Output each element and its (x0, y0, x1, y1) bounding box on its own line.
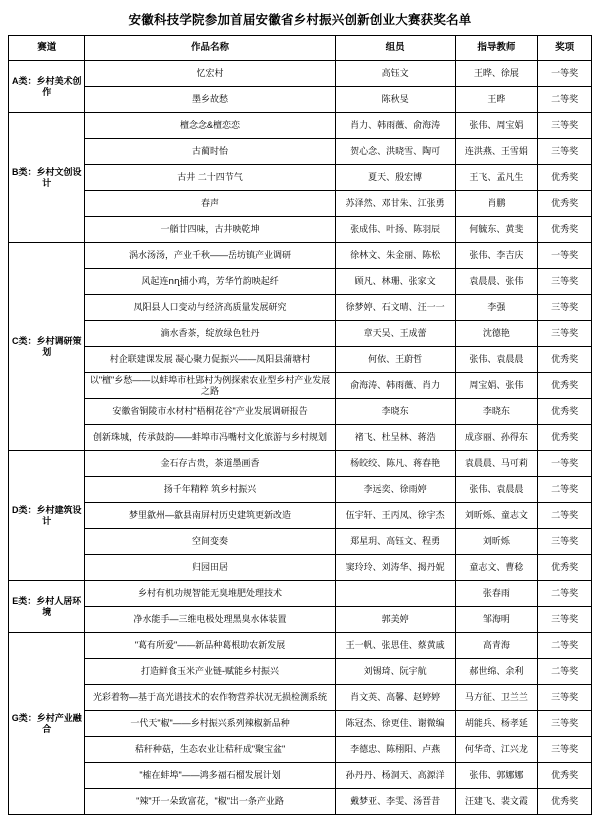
advisor-cell: 沈德艳 (455, 321, 538, 347)
page-title: 安徽科技学院参加首届安徽省乡村振兴创新创业大赛获奖名单 (128, 13, 472, 27)
column-header-work: 作品名称 (85, 36, 335, 61)
advisor-cell: 张伟、周宝娟 (455, 113, 538, 139)
team-members-cell: 贺心念、洪晓雪、陶可 (335, 139, 455, 165)
work-name-cell: "辣"开一朵致富花，"椒"出一条产业路 (85, 789, 335, 815)
team-members-cell: 伍宇轩、王丙凤、徐宇杰 (335, 503, 455, 529)
team-members-cell: 高钰文 (335, 61, 455, 87)
team-members-cell: 章天吴、王成蕾 (335, 321, 455, 347)
advisor-cell: 李晓东 (455, 399, 538, 425)
category-cell: E类：乡村人居环境 (9, 581, 85, 633)
advisor-cell: 李强 (455, 295, 538, 321)
team-members-cell: 郭美婷 (335, 607, 455, 633)
table-header (9, 36, 592, 61)
work-name-cell: 打造鲜食玉米产业链-赋能乡村振兴 (85, 659, 335, 685)
prize-cell: 三等奖 (538, 113, 592, 139)
table-row (9, 529, 592, 555)
prize-cell: 三等奖 (538, 295, 592, 321)
work-name-cell: 金石存古贵，茶道墨画香 (85, 451, 335, 477)
advisor-cell: 刘昕烁 (455, 529, 538, 555)
team-members-cell: 陈冠杰、徐更佳、谢微编 (335, 711, 455, 737)
column-header-track: 赛道 (9, 36, 85, 61)
advisor-cell: 张伟、袁晨晨 (455, 477, 538, 503)
table-row (9, 61, 592, 87)
work-name-cell: 安徽省铜陵市水材村"梧桐花谷"产业发展调研报告 (85, 399, 335, 425)
table-header-row (9, 36, 592, 61)
work-name-cell: 秸秆种菇，生态农业让秸秆成"聚宝盆" (85, 737, 335, 763)
prize-cell: 三等奖 (538, 269, 592, 295)
team-members-cell (335, 581, 455, 607)
work-name-cell: "葛有所爱"——新品种葛根助农新发展 (85, 633, 335, 659)
advisor-cell: 王晔、徐展 (455, 61, 538, 87)
team-members-cell: 徐林文、朱金丽、陈松 (335, 243, 455, 269)
advisor-cell: 刘昕烁、童志文 (455, 503, 538, 529)
prize-cell: 三等奖 (538, 685, 592, 711)
prize-cell: 优秀奖 (538, 373, 592, 399)
table-row (9, 321, 592, 347)
table-row (9, 191, 592, 217)
table-row (9, 113, 592, 139)
work-name-cell: 一艏廿四味，古井映乾坤 (85, 217, 335, 243)
team-members-cell: 顾凡、林珊、张家文 (335, 269, 455, 295)
work-name-cell: 乡村有机功规智能无臭堆肥处理技术 (85, 581, 335, 607)
team-members-cell: 陈秋旻 (335, 87, 455, 113)
advisor-cell: 周宝娟、张伟 (455, 373, 538, 399)
prize-cell: 优秀奖 (538, 399, 592, 425)
work-name-cell: 滴水香茶，绽放绿色牡丹 (85, 321, 335, 347)
prize-cell: 优秀奖 (538, 789, 592, 815)
team-members-cell: 肖力、韩雨薇、俞海涛 (335, 113, 455, 139)
advisor-cell: 王晔 (455, 87, 538, 113)
work-name-cell: 凤阳县人口变动与经济高质量发展研究 (85, 295, 335, 321)
table-row (9, 295, 592, 321)
prize-cell: 三等奖 (538, 529, 592, 555)
category-cell: G类：乡村产业融合 (9, 633, 85, 815)
prize-cell: 优秀奖 (538, 165, 592, 191)
advisor-cell: 马方征、卫兰兰 (455, 685, 538, 711)
prize-cell: 二等奖 (538, 581, 592, 607)
work-name-cell: 忆宏村 (85, 61, 335, 87)
advisor-cell: 何毓东、黄斐 (455, 217, 538, 243)
table-row (9, 659, 592, 685)
prize-cell: 三等奖 (538, 139, 592, 165)
advisor-cell: 张伟、袁晨晨 (455, 347, 538, 373)
table-row (9, 425, 592, 451)
prize-cell: 二等奖 (538, 633, 592, 659)
prize-cell: 二等奖 (538, 503, 592, 529)
advisor-cell: 袁晨晨、张伟 (455, 269, 538, 295)
table-row (9, 711, 592, 737)
team-members-cell: 徐梦婷、石文晴、汪一一 (335, 295, 455, 321)
team-members-cell: 郑星玥、高钰文、程勇 (335, 529, 455, 555)
work-name-cell: 村企联建课发展 凝心聚力促振兴——凤阳县蒲塘村 (85, 347, 335, 373)
table-row (9, 737, 592, 763)
work-name-cell: 古蔺时怡 (85, 139, 335, 165)
advisor-cell: 何华奇、江兴龙 (455, 737, 538, 763)
team-members-cell: 刘锡琦、阮宇航 (335, 659, 455, 685)
work-name-cell: 风起连ող捕小鸡，芳华竹韵映起纤 (85, 269, 335, 295)
team-members-cell: 戴梦亚、李雯、汤晋昔 (335, 789, 455, 815)
team-members-cell: 肖文英、高馨、赵婷婷 (335, 685, 455, 711)
team-members-cell: 王一帆、张思佳、蔡黄戚 (335, 633, 455, 659)
table-body (9, 61, 592, 815)
advisor-cell: 成彦丽、孙得东 (455, 425, 538, 451)
work-name-cell: 归园田居 (85, 555, 335, 581)
prize-cell: 三等奖 (538, 321, 592, 347)
prize-cell: 二等奖 (538, 659, 592, 685)
category-cell: B类：乡村文创设计 (9, 113, 85, 243)
category-cell: D类：乡村建筑设计 (9, 451, 85, 581)
prize-cell: 优秀奖 (538, 425, 592, 451)
table-row (9, 763, 592, 789)
work-name-cell: 古井 二十四节气 (85, 165, 335, 191)
table-row (9, 165, 592, 191)
team-members-cell: 夏天、殷宏博 (335, 165, 455, 191)
team-members-cell: 李远奕、徐雨婷 (335, 477, 455, 503)
prize-cell: 优秀奖 (538, 217, 592, 243)
table-row (9, 607, 592, 633)
work-name-cell: "榷在蚌埠"——鸿多福石榴发展计划 (85, 763, 335, 789)
team-members-cell: 苏泽然、邓甘朱、江张勇 (335, 191, 455, 217)
team-members-cell: 杨皎绞、陈凡、蒋春艳 (335, 451, 455, 477)
work-name-cell: 梦里歙州—歙县南屏村历史建筑更新改造 (85, 503, 335, 529)
table-row (9, 87, 592, 113)
prize-cell: 二等奖 (538, 477, 592, 503)
table-row (9, 477, 592, 503)
prize-cell: 一等奖 (538, 243, 592, 269)
prize-cell: 优秀奖 (538, 191, 592, 217)
prize-cell: 优秀奖 (538, 763, 592, 789)
advisor-cell: 张伟、李吉庆 (455, 243, 538, 269)
table-row (9, 139, 592, 165)
team-members-cell: 李德忠、陈栩阳、卢燕 (335, 737, 455, 763)
table-row (9, 217, 592, 243)
table-row (9, 347, 592, 373)
advisor-cell: 王飞、孟凡生 (455, 165, 538, 191)
team-members-cell: 张成伟、叶扬、陈羽辰 (335, 217, 455, 243)
advisor-cell: 高青海 (455, 633, 538, 659)
column-header-teacher: 指导教师 (455, 36, 538, 61)
work-name-cell: 创新珠城，传承鼓韵——蚌埠市冯嘴村文化旅游与乡村规划 (85, 425, 335, 451)
work-name-cell: 净水能手—三维电极处理黑臭水体装置 (85, 607, 335, 633)
prize-cell: 三等奖 (538, 607, 592, 633)
team-members-cell: 何依、王蔚哲 (335, 347, 455, 373)
table-row (9, 633, 592, 659)
team-members-cell: 褚飞、杜呈林、蒋浩 (335, 425, 455, 451)
prize-cell: 三等奖 (538, 737, 592, 763)
advisor-cell: 童志文、曹稔 (455, 555, 538, 581)
team-members-cell: 窦玲玲、刘涛华、揭丹妮 (335, 555, 455, 581)
column-header-prize: 奖项 (538, 36, 592, 61)
award-list-table (8, 35, 592, 815)
advisor-cell: 胡能兵、杨孝延 (455, 711, 538, 737)
table-row (9, 503, 592, 529)
team-members-cell: 俞海涛、韩雨薇、肖力 (335, 373, 455, 399)
prize-cell: 一等奖 (538, 451, 592, 477)
work-name-cell: 墨乡故愁 (85, 87, 335, 113)
work-name-cell: 空间变奏 (85, 529, 335, 555)
advisor-cell: 张春雨 (455, 581, 538, 607)
advisor-cell: 郝世绵、余利 (455, 659, 538, 685)
table-row (9, 243, 592, 269)
table-row (9, 399, 592, 425)
advisor-cell: 张伟、郭娜娜 (455, 763, 538, 789)
work-name-cell: 涡水汤汤，产业千秋——岳坊镇产业调研 (85, 243, 335, 269)
work-name-cell: 扬千年精粹 筑乡村振兴 (85, 477, 335, 503)
prize-cell: 优秀奖 (538, 347, 592, 373)
category-cell: A类：乡村美术创作 (9, 61, 85, 113)
team-members-cell: 李晓东 (335, 399, 455, 425)
team-members-cell: 孙丹丹、杨洞天、高源洋 (335, 763, 455, 789)
table-row (9, 685, 592, 711)
table-row (9, 789, 592, 815)
table-row (9, 373, 592, 399)
prize-cell: 优秀奖 (538, 555, 592, 581)
advisor-cell: 邹海明 (455, 607, 538, 633)
category-cell: C类：乡村调研策划 (9, 243, 85, 451)
table-row (9, 555, 592, 581)
work-name-cell: 檀念念&檀恋恋 (85, 113, 335, 139)
advisor-cell: 袁晨晨、马可莉 (455, 451, 538, 477)
table-row (9, 269, 592, 295)
advisor-cell: 汪建飞、裴文霞 (455, 789, 538, 815)
work-name-cell: 以"檀"乡愁——以蚌埠市杜郢村为例探索农业型乡村产业发展之路 (85, 373, 335, 399)
work-name-cell: 一代天"椒"——乡村振兴系列辣椒新品种 (85, 711, 335, 737)
work-name-cell: 春声 (85, 191, 335, 217)
table-row (9, 451, 592, 477)
prize-cell: 二等奖 (538, 87, 592, 113)
prize-cell: 一等奖 (538, 61, 592, 87)
prize-cell: 三等奖 (538, 711, 592, 737)
table-row (9, 581, 592, 607)
work-name-cell: 光彩着物—基于高光谱技术的农作物营养状况无损检测系统 (85, 685, 335, 711)
column-header-team: 组员 (335, 36, 455, 61)
advisor-cell: 连洪燕、王雪娟 (455, 139, 538, 165)
advisor-cell: 肖鹏 (455, 191, 538, 217)
